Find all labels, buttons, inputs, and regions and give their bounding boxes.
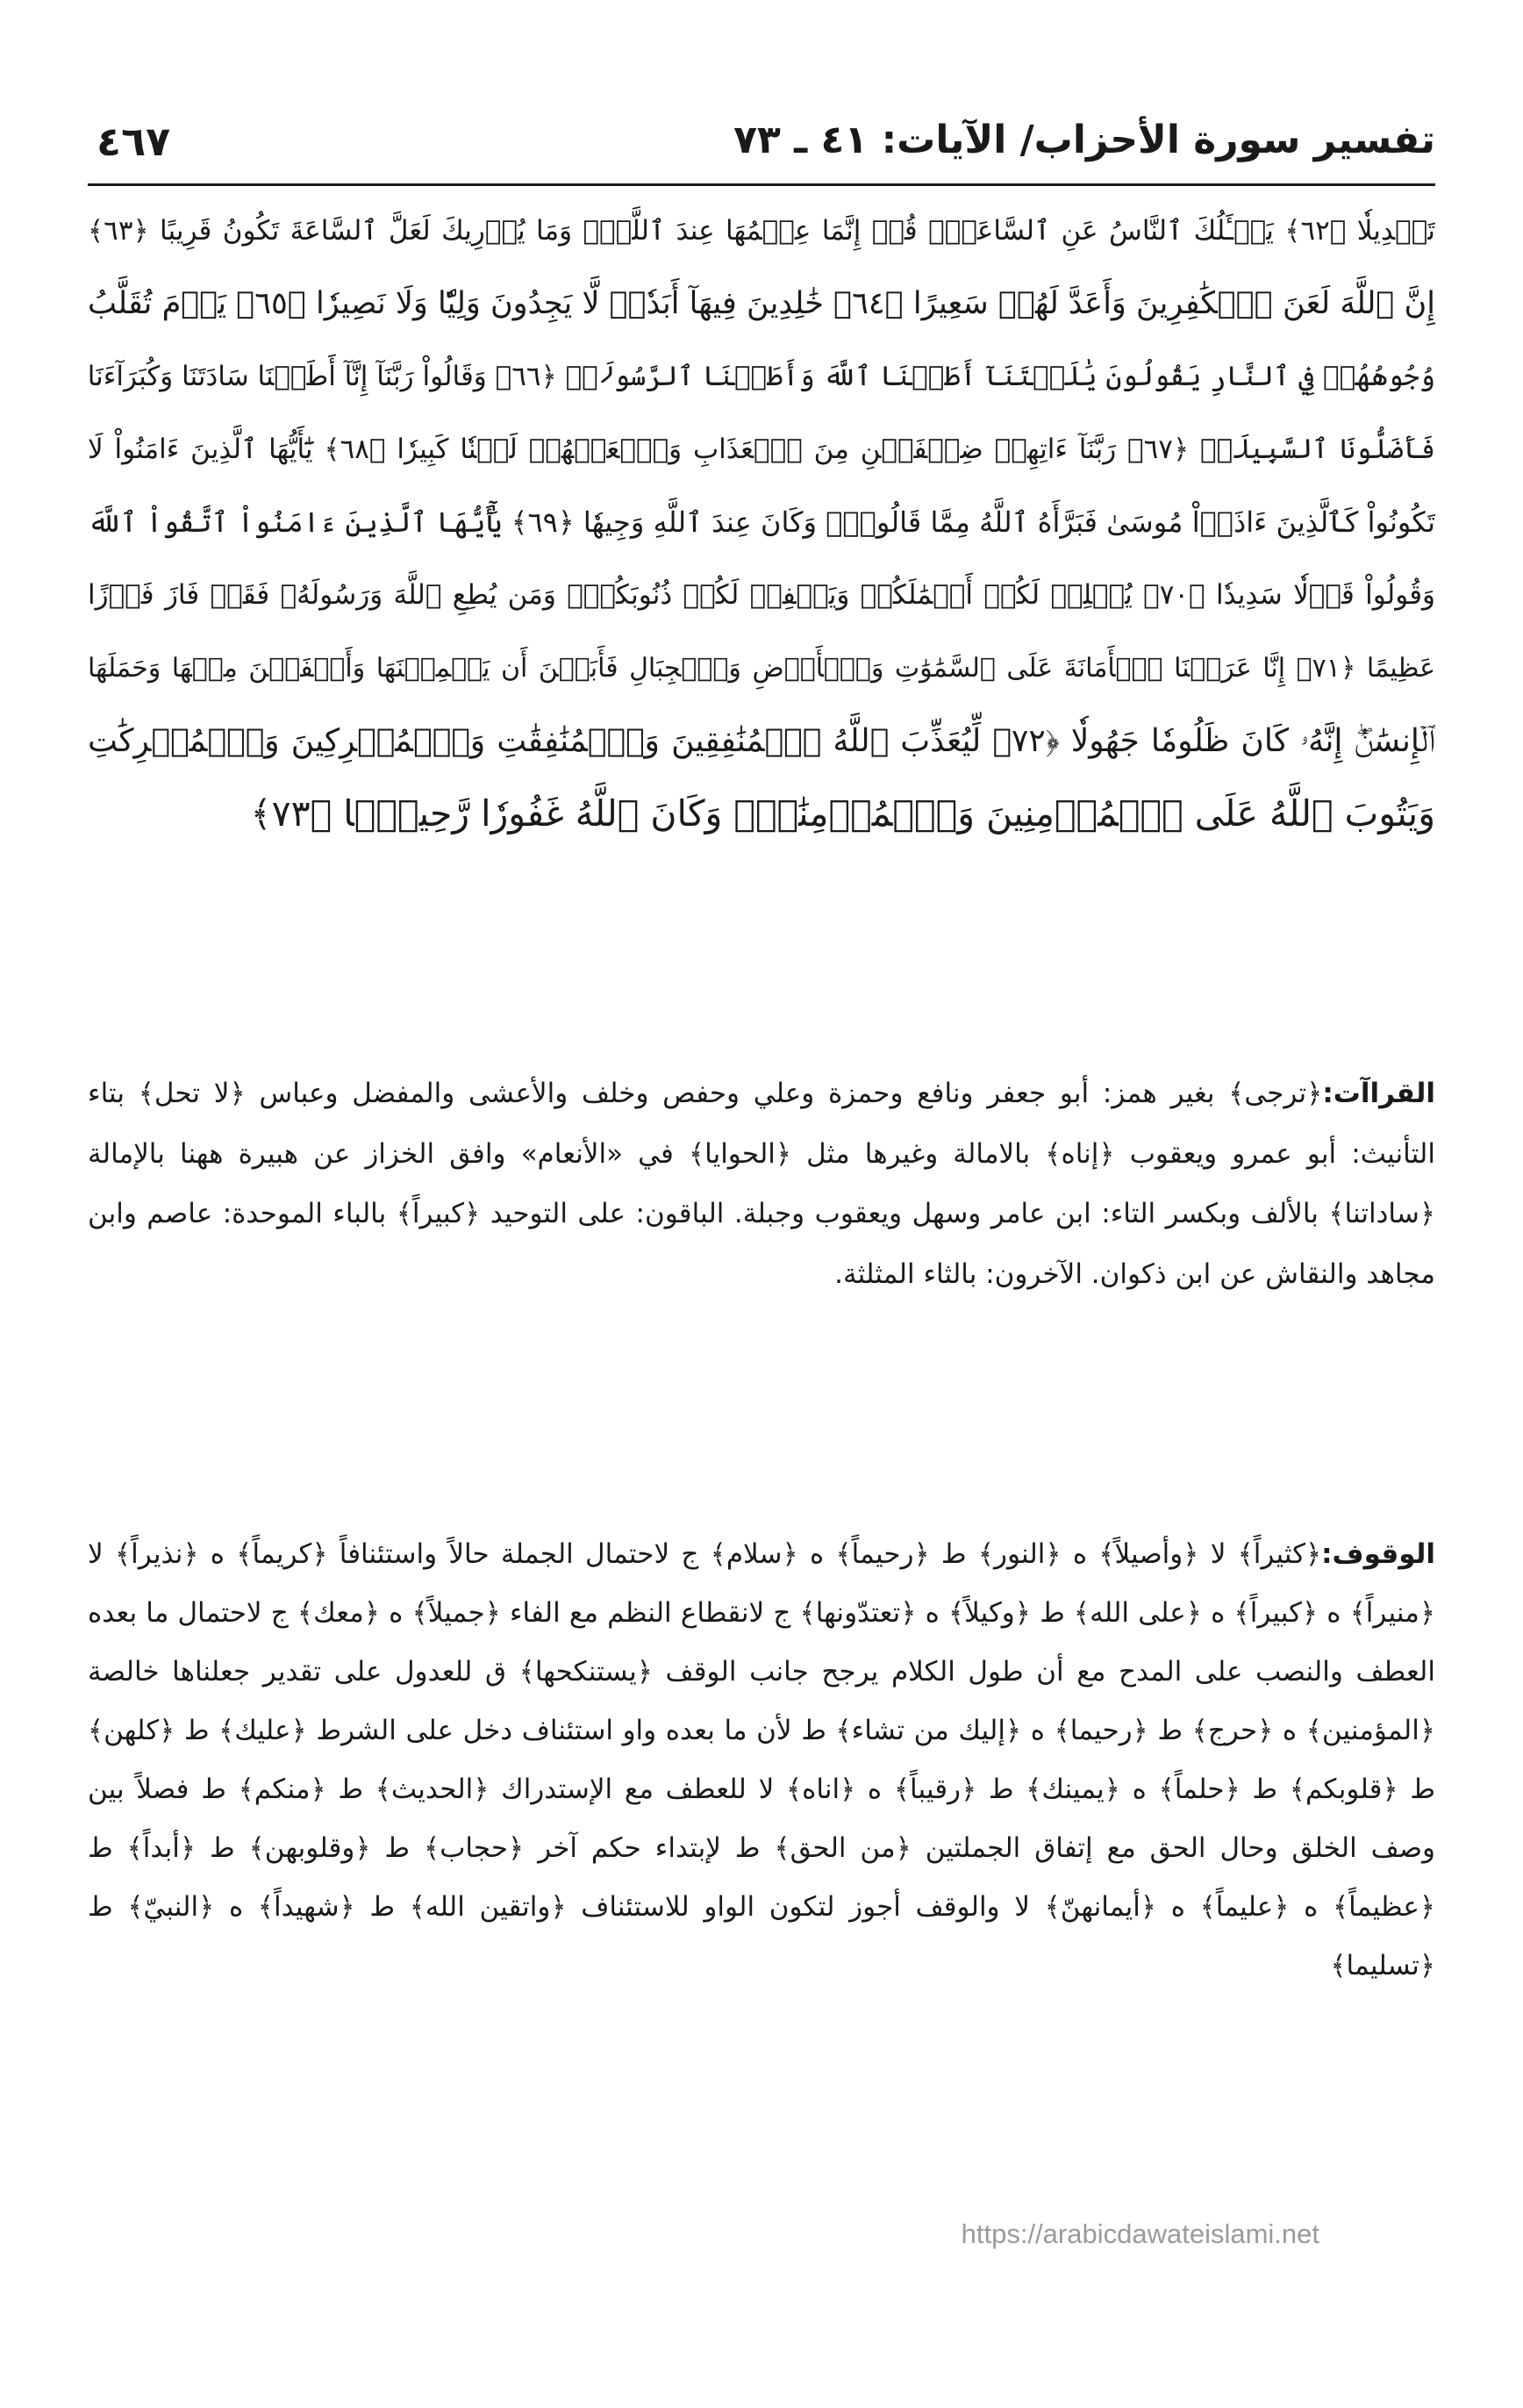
stops-section <box>88 1525 1435 2297</box>
verse-line: عَظِيمًا ﴿٧١﴾ إِنَّا عَرَضۡنَا ٱلۡأَمَانَةَ عَلَى ٱلسَّمَٰوَٰتِ وَٱلۡأَرۡضِ وَٱلۡجِبَالِ فَأَبَيۡنَ أَن يَحۡمِلۡنَهَا وَأَشۡفَقۡنَ مِنۡهَا وَحَمَلَهَا <box>88 653 1435 684</box>
verse-line: وَيَتُوبَ ٱللَّهُ عَلَى ٱلۡمُؤۡمِنِينَ وَٱلۡمُؤۡمِنَٰتِۗ وَكَانَ ٱللَّهُ غَفُورٗا رَّحِيمَۢا ﴿٧٣﴾ <box>250 792 1435 835</box>
watermark: https://arabicdawateislami.net <box>961 2218 1319 2249</box>
verse-line: وَقُولُواْ قَوۡلٗا سَدِيدٗا ﴿٧٠﴾ يُصۡلِحۡ لَكُمۡ أَعۡمَٰلَكُمۡ وَيَغۡفِرۡ لَكُمۡ ذُنُوبَكُمۡۗ وَمَن يُطِعِ ٱللَّهَ وَرَسُولَهُۥ فَقَدۡ فَازَ فَوۡزًا <box>88 579 1435 611</box>
verse-line: ٱلۡإِنسَٰنُۖ إِنَّهُۥ كَانَ ظَلُومٗا جَهُولٗا ﴿٧٢﴾ لِّيُعَذِّبَ ٱللَّهُ ٱلۡمُنَٰفِقِينَ وَٱلۡمُنَٰفِقَٰتِ وَٱلۡمُشۡرِكِينَ وَٱلۡمُشۡرِكَٰتِ <box>88 723 1435 759</box>
verse-line: وُجُوهُهُمۡ فِي ٱلنَّارِ يَقُولُونَ يَٰلَيۡتَنَآ أَطَعۡنَا ٱللَّهَ وَأَطَعۡنَا ٱلرَّسُولَا۠ ﴿٦٦﴾ وَقَالُواْ رَبَّنَآ إِنَّآ أَطَعۡنَا سَادَتَنَا وَكُبَرَآءَنَا <box>88 361 1435 392</box>
page-header <box>88 107 1435 186</box>
readings-text: ﴿ترجى﴾ بغير همز: أبو جعفر ونافع وحمزة وعلي وحفص وخلف والأعشى والمفضل وعباس ﴿لا تحل﴾ بتاء التأنيث: أبو عمرو ويعقوب ﴿إناه﴾ بالامالة وغيرها مثل ﴿الحوايا﴾ في «الأنعام» وافق الخزاز عن هبيرة ههنا بالإمالة ﴿ساداتنا﴾ بالألف وبكسر التاء: ابن عامر وسهل ويعقوب وجبلة. الباقون: على التوحيد ﴿كبيراً﴾ بالباء الموحدة: عاصم وابن مجاهد والنقاش عن ابن ذكوان. الآخرون: بالثاء المثلثة. <box>88 1078 1435 1290</box>
readings-paragraph <box>88 1064 1435 1304</box>
readings-label: القراآت: <box>1322 1078 1435 1109</box>
running-title: تفسير سورة الأحزاب/ الآيات: ٤١ ـ ٧٣ <box>733 118 1435 162</box>
stops-label: الوقوف: <box>1321 1538 1435 1570</box>
stops-text: ﴿كثيراً﴾ لا ﴿وأصيلاً﴾ ه ﴿النور﴾ ط ﴿رحيماً﴾ ه ﴿سلام﴾ ج لاحتمال الجملة حالاً واستئنافاً ﴿كريماً﴾ ه ﴿نذيراً﴾ لا ﴿منيراً﴾ ه ﴿كبيراً﴾ ه ﴿على الله﴾ ط ﴿وكيلاً﴾ ه ﴿تعتدّونها﴾ ج لانقطاع النظم مع الفاء ﴿جميلاً﴾ ه ﴿معك﴾ ج لاحتمال ما بعده العطف والنصب على المدح مع أن طول الكلام يرجح جانب الوقف ﴿يستنكحها﴾ ق للعدول على تقدير جعلناها خالصة ﴿المؤمنين﴾ ه ﴿حرج﴾ ط ﴿رحيما﴾ ه ﴿إليك من تشاء﴾ ط لأن ما بعده واو استئناف دخل على الشرط ﴿عليك﴾ ط ﴿كلهن﴾ ط ﴿قلوبكم﴾ ط ﴿حلماً﴾ ه ﴿يمينك﴾ ط ﴿رقيباً﴾ ه ﴿اناه﴾ لا للعطف مع الإستدراك ﴿الحديث﴾ ط ﴿منكم﴾ ط فصلاً بين وصف الخلق وحال الحق مع إتفاق الجملتين ﴿من الحق﴾ ط لإبتداء حكم آخر ﴿حجاب﴾ ط ﴿وقلوبهن﴾ ط ﴿أبداً﴾ ط ﴿عظيماً﴾ ه ﴿عليماً﴾ ه ﴿أيمانهنّ﴾ لا والوقف أجوز لتكون الواو للاستئناف ﴿واتقين الله﴾ ط ﴿شهيداً﴾ ه ﴿النبيّ﴾ ط ﴿تسليما﴾ <box>88 1538 1435 1982</box>
header-divider <box>88 183 1435 186</box>
verse-line: تَبۡدِيلٗا ﴿٦٢﴾ يَسۡـَٔلُكَ ٱلنَّاسُ عَنِ ٱلسَّاعَةِۖ قُلۡ إِنَّمَا عِلۡمُهَا عِندَ ٱللَّهِۚ وَمَا يُدۡرِيكَ لَعَلَّ ٱلسَّاعَةَ تَكُونُ قَرِيبًا ﴿٦٣﴾ <box>88 215 1435 247</box>
readings-section <box>88 1064 1435 1432</box>
verse-line: فَأَضَلُّونَا ٱلسَّبِيلَا۠ ﴿٦٧﴾ رَبَّنَآ ءَاتِهِمۡ ضِعۡفَيۡنِ مِنَ ٱلۡعَذَابِ وَٱلۡعَنۡهُمۡ لَعۡنٗا كَبِيرٗا ﴿٦٨﴾ يَٰٓأَيُّهَا ٱلَّذِينَ ءَامَنُواْ لَا <box>88 434 1435 465</box>
verse-line: تَكُونُواْ كَٱلَّذِينَ ءَاذَوۡاْ مُوسَىٰ فَبَرَّأَهُ ٱللَّهُ مِمَّا قَالُواْۚ وَكَانَ عِندَ ٱللَّهِ وَجِيهٗا ﴿٦٩﴾ يَٰٓأَيُّهَا ٱلَّذِينَ ءَامَنُواْ ٱتَّقُواْ ٱللَّهَ <box>88 505 1435 539</box>
stops-paragraph <box>88 1525 1435 1996</box>
page-number: ٤٦٧ <box>97 118 171 165</box>
quran-verses-block <box>88 195 1435 985</box>
verse-line: إِنَّ ٱللَّهَ لَعَنَ ٱلۡكَٰفِرِينَ وَأَعَدَّ لَهُمۡ سَعِيرًا ﴿٦٤﴾ خَٰلِدِينَ فِيهَآ أَبَدٗاۖ لَّا يَجِدُونَ وَلِيّٗا وَلَا نَصِيرٗا ﴿٦٥﴾ يَوۡمَ تُقَلَّبُ <box>88 286 1435 321</box>
